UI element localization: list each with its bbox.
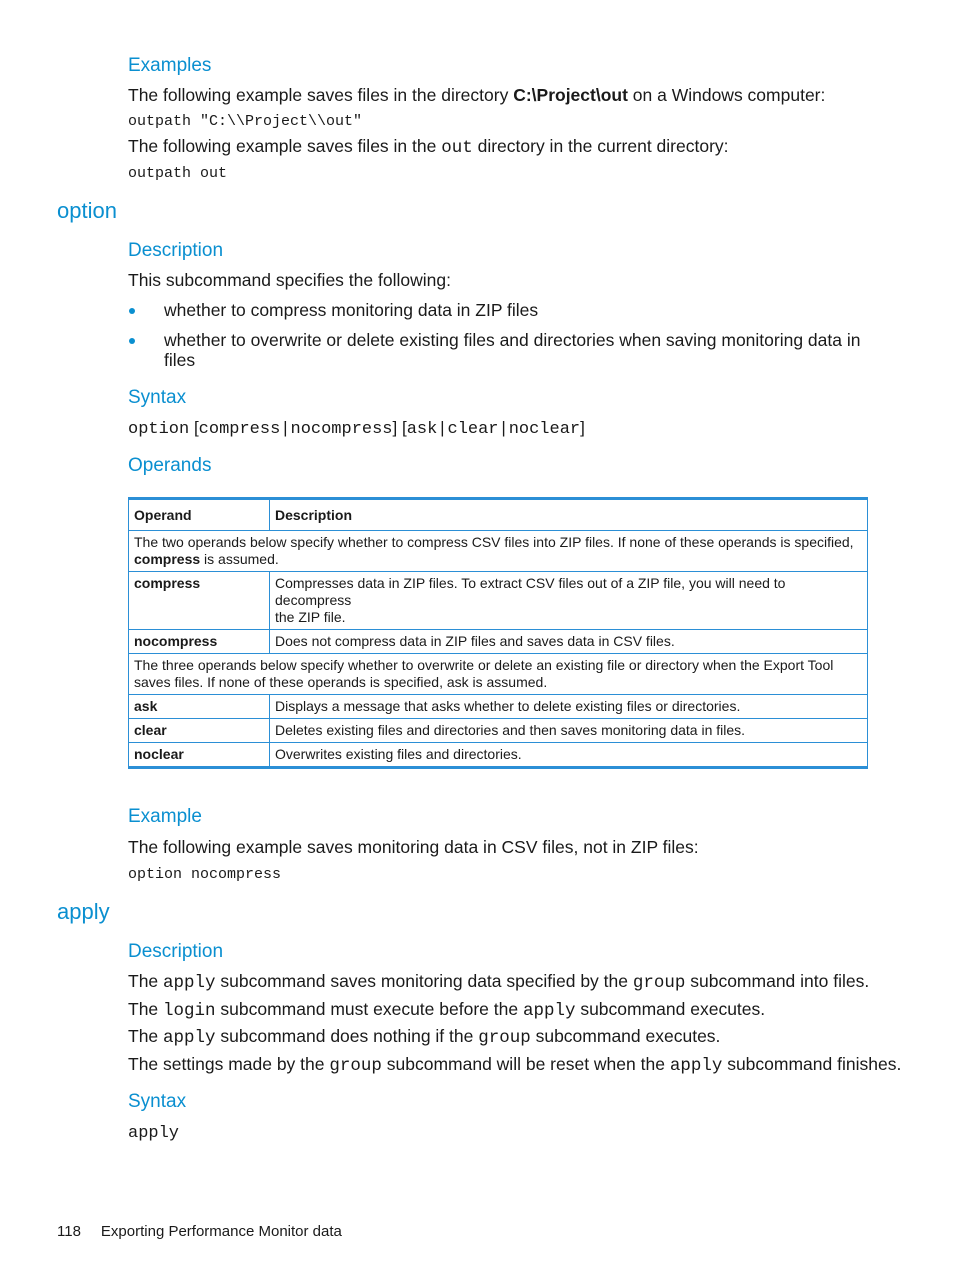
option-syntax-heading: Syntax xyxy=(128,387,187,408)
text: subcommand will be reset when the xyxy=(381,1054,670,1074)
table-row xyxy=(129,695,868,719)
page-footer xyxy=(57,1223,342,1240)
syntax-arg: ask|clear|noclear xyxy=(406,420,581,439)
apply-description-heading: Description xyxy=(128,941,224,962)
note-text: saves files. If none of these operands is specified, ask is assumed. xyxy=(134,674,548,690)
operands-heading: Operands xyxy=(128,455,212,476)
apply-line-1 xyxy=(128,971,869,993)
table-row xyxy=(129,719,868,743)
syntax-bracket: [ xyxy=(189,418,199,437)
operands-table xyxy=(128,497,868,769)
text: on a Windows computer: xyxy=(627,85,826,105)
note-bold: compress xyxy=(134,551,201,567)
text: directory in the current directory: xyxy=(472,136,729,156)
inline-code: group xyxy=(478,1028,531,1048)
header-description: Description xyxy=(270,499,868,531)
desc-text: Compresses data in ZIP files. To extract CSV files out of a ZIP file, you will need to decompress xyxy=(275,575,786,608)
inline-code: group xyxy=(329,1056,382,1076)
note-cell xyxy=(129,654,868,695)
option-example-text: The following example saves monitoring data in CSV files, not in ZIP files: xyxy=(128,837,699,857)
examples-heading: Examples xyxy=(128,55,212,76)
option-example-heading: Example xyxy=(128,806,202,827)
inline-code: apply xyxy=(163,973,216,993)
path-bold: C:\Project\out xyxy=(513,85,628,105)
syntax-cmd: option xyxy=(128,420,190,439)
text: The xyxy=(128,971,164,991)
bullet-icon xyxy=(129,308,135,314)
note-text: is assumed. xyxy=(200,551,279,567)
operand-cell: compress xyxy=(129,572,270,630)
bullet-icon xyxy=(129,338,135,344)
operand-cell: ask xyxy=(129,695,270,719)
description-cell: Does not compress data in ZIP files and saves data in CSV files. xyxy=(270,630,868,654)
table-note-row xyxy=(129,531,868,572)
text: subcommand saves monitoring data specified by the xyxy=(215,971,633,991)
bullet-item: whether to compress monitoring data in ZIP files xyxy=(164,300,539,320)
description-cell xyxy=(270,572,868,630)
text: subcommand executes. xyxy=(530,1026,721,1046)
text: subcommand executes. xyxy=(575,999,766,1019)
inline-code: login xyxy=(163,1001,216,1021)
apply-line-2 xyxy=(128,999,765,1021)
description-cell: Overwrites existing files and directories. xyxy=(270,743,868,768)
bullet-item: whether to overwrite or delete existing files and directories when saving monitoring data in xyxy=(164,330,861,350)
description-cell: Displays a message that asks whether to delete existing files or directories. xyxy=(270,695,868,719)
note-text: The three operands below specify whether to overwrite or delete an existing file or directory when the Export Tool xyxy=(134,657,834,673)
apply-line-3 xyxy=(128,1026,720,1048)
page-number: 118 xyxy=(57,1223,81,1240)
operand-cell: clear xyxy=(129,719,270,743)
table-header-row xyxy=(129,499,868,531)
option-syntax xyxy=(128,418,585,439)
table-row xyxy=(129,572,868,630)
examples-line-1 xyxy=(128,85,825,106)
option-description-intro: This subcommand specifies the following: xyxy=(128,270,451,290)
syntax-bracket: ] xyxy=(580,418,585,437)
text: subcommand into files. xyxy=(685,971,870,991)
header-operand: Operand xyxy=(129,499,270,531)
text: The xyxy=(128,999,164,1019)
note-cell xyxy=(129,531,868,572)
inline-code: apply xyxy=(669,1056,723,1076)
option-description-heading: Description xyxy=(128,240,224,261)
operand-cell: nocompress xyxy=(129,630,270,654)
text: The xyxy=(128,1026,164,1046)
text: The settings made by the xyxy=(128,1054,330,1074)
bullet-item-continuation: files xyxy=(164,350,196,370)
footer-section-title: Exporting Performance Monitor data xyxy=(100,1223,342,1240)
syntax-bracket: ] [ xyxy=(392,418,407,437)
table-row xyxy=(129,743,868,768)
example-code-2: outpath out xyxy=(128,165,228,182)
inline-code: apply xyxy=(163,1028,216,1048)
inline-code: out xyxy=(441,138,473,158)
desc-text: the ZIP file. xyxy=(275,609,346,625)
text: The following example saves files in the directory xyxy=(128,85,514,105)
syntax-arg: compress|nocompress xyxy=(198,420,393,439)
text: subcommand finishes. xyxy=(722,1054,902,1074)
table-row xyxy=(129,630,868,654)
apply-syntax-heading: Syntax xyxy=(128,1091,187,1112)
example-code-1: outpath "C:\\Project\\out" xyxy=(128,113,363,130)
inline-code: apply xyxy=(522,1001,576,1021)
description-cell: Deletes existing files and directories and then saves monitoring data in files. xyxy=(270,719,868,743)
operand-cell: noclear xyxy=(129,743,270,768)
table-note-row xyxy=(129,654,868,695)
apply-title: apply xyxy=(57,899,110,924)
option-example-code: option nocompress xyxy=(128,866,282,883)
text: subcommand does nothing if the xyxy=(215,1026,479,1046)
apply-syntax-code: apply xyxy=(128,1124,180,1143)
note-text: The two operands below specify whether to compress CSV files into ZIP files. If none of these operands is specified, xyxy=(134,534,854,550)
option-title: option xyxy=(57,198,117,223)
examples-line-2 xyxy=(128,136,729,158)
text: subcommand must execute before the xyxy=(215,999,523,1019)
text: The following example saves files in the xyxy=(128,136,442,156)
apply-line-4 xyxy=(128,1054,901,1076)
inline-code: group xyxy=(632,973,686,993)
